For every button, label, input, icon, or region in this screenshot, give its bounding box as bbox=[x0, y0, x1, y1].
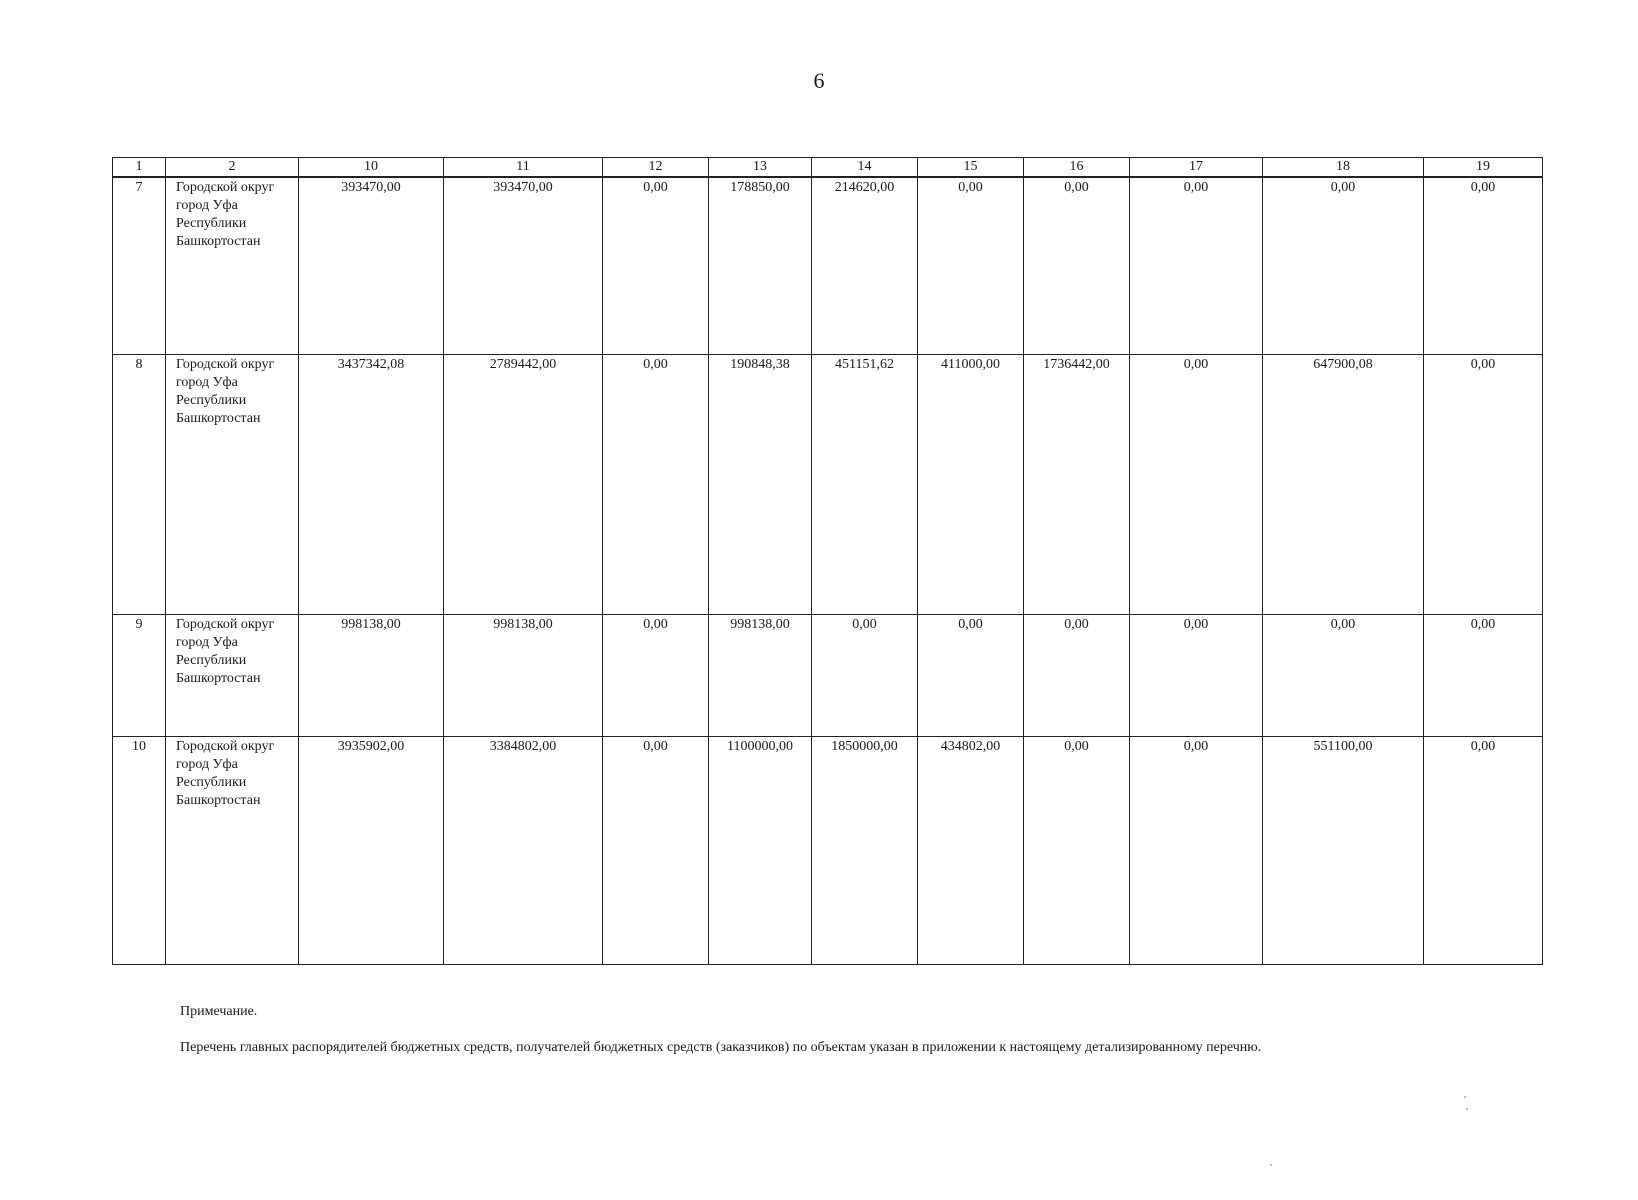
value-cell: 393470,00 bbox=[299, 177, 444, 354]
value-cell: 178850,00 bbox=[709, 177, 812, 354]
row-name-line: Республики bbox=[176, 774, 247, 790]
row-number: 10 bbox=[113, 736, 166, 964]
row-name-cell bbox=[166, 736, 299, 964]
value-cell: 0,00 bbox=[1024, 614, 1130, 736]
value-cell: 0,00 bbox=[918, 177, 1024, 354]
column-header: 15 bbox=[918, 158, 1024, 178]
budget-table bbox=[112, 157, 1543, 965]
row-name-line: город Уфа bbox=[176, 756, 238, 772]
row-name-line: город Уфа bbox=[176, 198, 238, 213]
column-header: 12 bbox=[603, 158, 709, 178]
value-cell: 0,00 bbox=[603, 177, 709, 354]
value-cell: 0,00 bbox=[1024, 736, 1130, 964]
note-text: Перечень главных распорядителей бюджетных средств, получателей бюджетных средств (заказчиков) по объектам указан в приложении к настоящему детализированному перечню. bbox=[180, 1040, 1262, 1055]
value-cell: 0,00 bbox=[1424, 614, 1543, 736]
value-cell: 0,00 bbox=[1263, 614, 1424, 736]
value-cell: 3384802,00 bbox=[444, 736, 603, 964]
row-name-cell bbox=[166, 614, 299, 736]
scan-speck bbox=[1270, 1164, 1272, 1166]
row-name-line: Республики bbox=[176, 392, 247, 408]
column-header: 18 bbox=[1263, 158, 1424, 178]
row-name-line: Республики bbox=[176, 216, 247, 231]
value-cell: 411000,00 bbox=[918, 354, 1024, 614]
value-cell: 0,00 bbox=[1024, 177, 1130, 354]
row-number: 8 bbox=[113, 354, 166, 614]
page-number: 6 bbox=[813, 68, 825, 93]
column-header: 17 bbox=[1130, 158, 1263, 178]
column-header: 10 bbox=[299, 158, 444, 178]
row-name-line: Городской округ bbox=[176, 180, 275, 195]
row-name-line: Башкортостан bbox=[176, 410, 261, 426]
table-row bbox=[113, 177, 1543, 354]
value-cell: 0,00 bbox=[1130, 177, 1263, 354]
row-name-line: Республики bbox=[176, 652, 247, 668]
value-cell: 1736442,00 bbox=[1024, 354, 1130, 614]
table-row bbox=[113, 614, 1543, 736]
value-cell: 0,00 bbox=[1424, 354, 1543, 614]
table-row bbox=[113, 736, 1543, 964]
row-name-cell bbox=[166, 177, 299, 354]
row-name-line: город Уфа bbox=[176, 634, 238, 650]
row-name-line: Башкортостан bbox=[176, 234, 261, 249]
value-cell: 647900,08 bbox=[1263, 354, 1424, 614]
row-name-line: Городской округ bbox=[176, 738, 275, 754]
column-header: 13 bbox=[709, 158, 812, 178]
value-cell: 3437342,08 bbox=[299, 354, 444, 614]
value-cell: 3935902,00 bbox=[299, 736, 444, 964]
column-header: 19 bbox=[1424, 158, 1543, 178]
value-cell: 0,00 bbox=[1130, 614, 1263, 736]
value-cell: 0,00 bbox=[918, 614, 1024, 736]
value-cell: 1850000,00 bbox=[812, 736, 918, 964]
row-number: 9 bbox=[113, 614, 166, 736]
row-name-line: Башкортостан bbox=[176, 792, 261, 808]
row-number: 7 bbox=[113, 177, 166, 354]
column-header: 1 bbox=[113, 158, 166, 178]
value-cell: 0,00 bbox=[603, 354, 709, 614]
row-name-line: Городской округ bbox=[176, 616, 275, 632]
value-cell: 393470,00 bbox=[444, 177, 603, 354]
value-cell: 0,00 bbox=[1263, 177, 1424, 354]
row-name-line: Башкортостан bbox=[176, 670, 261, 686]
value-cell: 998138,00 bbox=[299, 614, 444, 736]
value-cell: 0,00 bbox=[1130, 736, 1263, 964]
row-name-line: город Уфа bbox=[176, 374, 238, 390]
scan-speck bbox=[1464, 1096, 1466, 1098]
column-header: 11 bbox=[444, 158, 603, 178]
value-cell: 434802,00 bbox=[918, 736, 1024, 964]
value-cell: 0,00 bbox=[1130, 354, 1263, 614]
value-cell: 0,00 bbox=[812, 614, 918, 736]
note-title: Примечание. bbox=[180, 1004, 258, 1019]
column-header: 16 bbox=[1024, 158, 1130, 178]
value-cell: 2789442,00 bbox=[444, 354, 603, 614]
value-cell: 1100000,00 bbox=[709, 736, 812, 964]
column-number-header-row bbox=[113, 158, 1543, 178]
column-header: 2 bbox=[166, 158, 299, 178]
scan-speck bbox=[1466, 1108, 1468, 1110]
value-cell: 0,00 bbox=[1424, 736, 1543, 964]
value-cell: 0,00 bbox=[603, 736, 709, 964]
value-cell: 551100,00 bbox=[1263, 736, 1424, 964]
value-cell: 998138,00 bbox=[444, 614, 603, 736]
value-cell: 190848,38 bbox=[709, 354, 812, 614]
value-cell: 451151,62 bbox=[812, 354, 918, 614]
value-cell: 0,00 bbox=[603, 614, 709, 736]
value-cell: 214620,00 bbox=[812, 177, 918, 354]
table-row bbox=[113, 354, 1543, 614]
row-name-line: Городской округ bbox=[176, 356, 275, 372]
column-header: 14 bbox=[812, 158, 918, 178]
value-cell: 0,00 bbox=[1424, 177, 1543, 354]
row-name-cell bbox=[166, 354, 299, 614]
value-cell: 998138,00 bbox=[709, 614, 812, 736]
